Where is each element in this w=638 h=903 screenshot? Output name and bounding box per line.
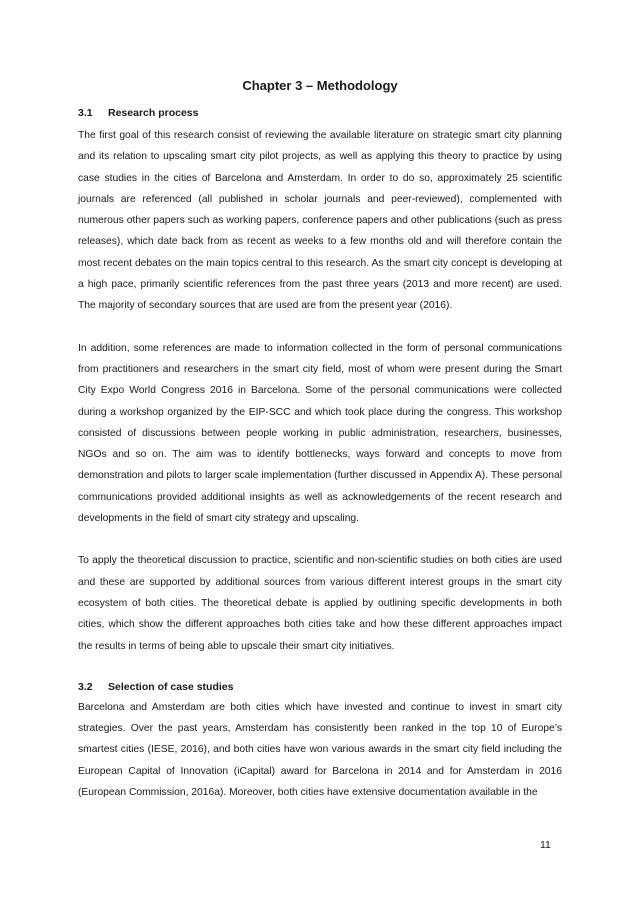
section-number: 3.2 <box>78 680 93 693</box>
paragraph: Barcelona and Amsterdam are both cities which have invested and continue to invest in smart city strategies. Over the past years, Amsterdam has consistently been ranked in the top 10 of Europe’s smartest cities (IESE, 2016), and both cities have won various awards in the smart city field including the European Capital of Innovation (iCapital) award for Barcelona in 2014 and for Amsterdam in 2016 (European Commission, 2016a). Moreover, both cities have extensive documentation available in the <box>78 701 562 799</box>
section-title: Research process <box>108 107 199 119</box>
paragraph: In addition, some references are made to information collected in the form of personal communications from practitioners and researchers in the smart city field, most of whom were present during the Smart City Expo World Congress 2016 in Barcelona. Some of the personal communications were collected during a workshop organized by the EIP-SCC and which took place during the congress. This workshop consisted of discussions between people working in public administration, researchers, businesses, NGOs and so on. The aim was to identify bottlenecks, ways forward and concepts to move from demonstration and pilots to larger scale implementation (further discussed in Appendix A). These personal communications provided additional insights as well as acknowledgements of the recent research and developments in the field of smart city strategy and upscaling. <box>78 342 562 525</box>
section-title: Selection of case studies <box>108 680 234 693</box>
page-number: 11 <box>540 839 551 851</box>
page-content <box>78 76 562 803</box>
chapter-title: Chapter 3 – Methodology <box>242 78 398 93</box>
section-number: 3.1 <box>78 107 93 119</box>
section-heading-3-2 <box>78 680 562 694</box>
section-heading-3-1 <box>78 106 562 120</box>
paragraph: The first goal of this research consist of reviewing the available literature on strategic smart city planning and its relation to upscaling smart city pilot projects, as well as applying this theory to practice by using case studies in the cities of Barcelona and Amsterdam. In order to do so, approximately 25 scientific journals are referenced (all published in scholar journals and peer-reviewed), complemented with numerous other papers such as working papers, conference papers and other publications (such as press releases), which date back from as recent as weeks to a few months old and will therefore contain the most recent debates on the main topics central to this research. As the smart city concept is developing at a high pace, primarily scientific references from the past three years (2013 and more recent) are used. The majority of secondary sources that are used are from the present year (2016). <box>78 130 562 312</box>
paragraph: To apply the theoretical discussion to practice, scientific and non-scientific studies on both cities are used and these are supported by additional sources from various different interest groups in the smart city ecosystem of both cities. The theoretical debate is applied by outlining specific developments in both cities, which show the different approaches both cities take and how these different approaches impact the results in terms of being able to upscale their smart city initiatives. <box>78 555 562 652</box>
